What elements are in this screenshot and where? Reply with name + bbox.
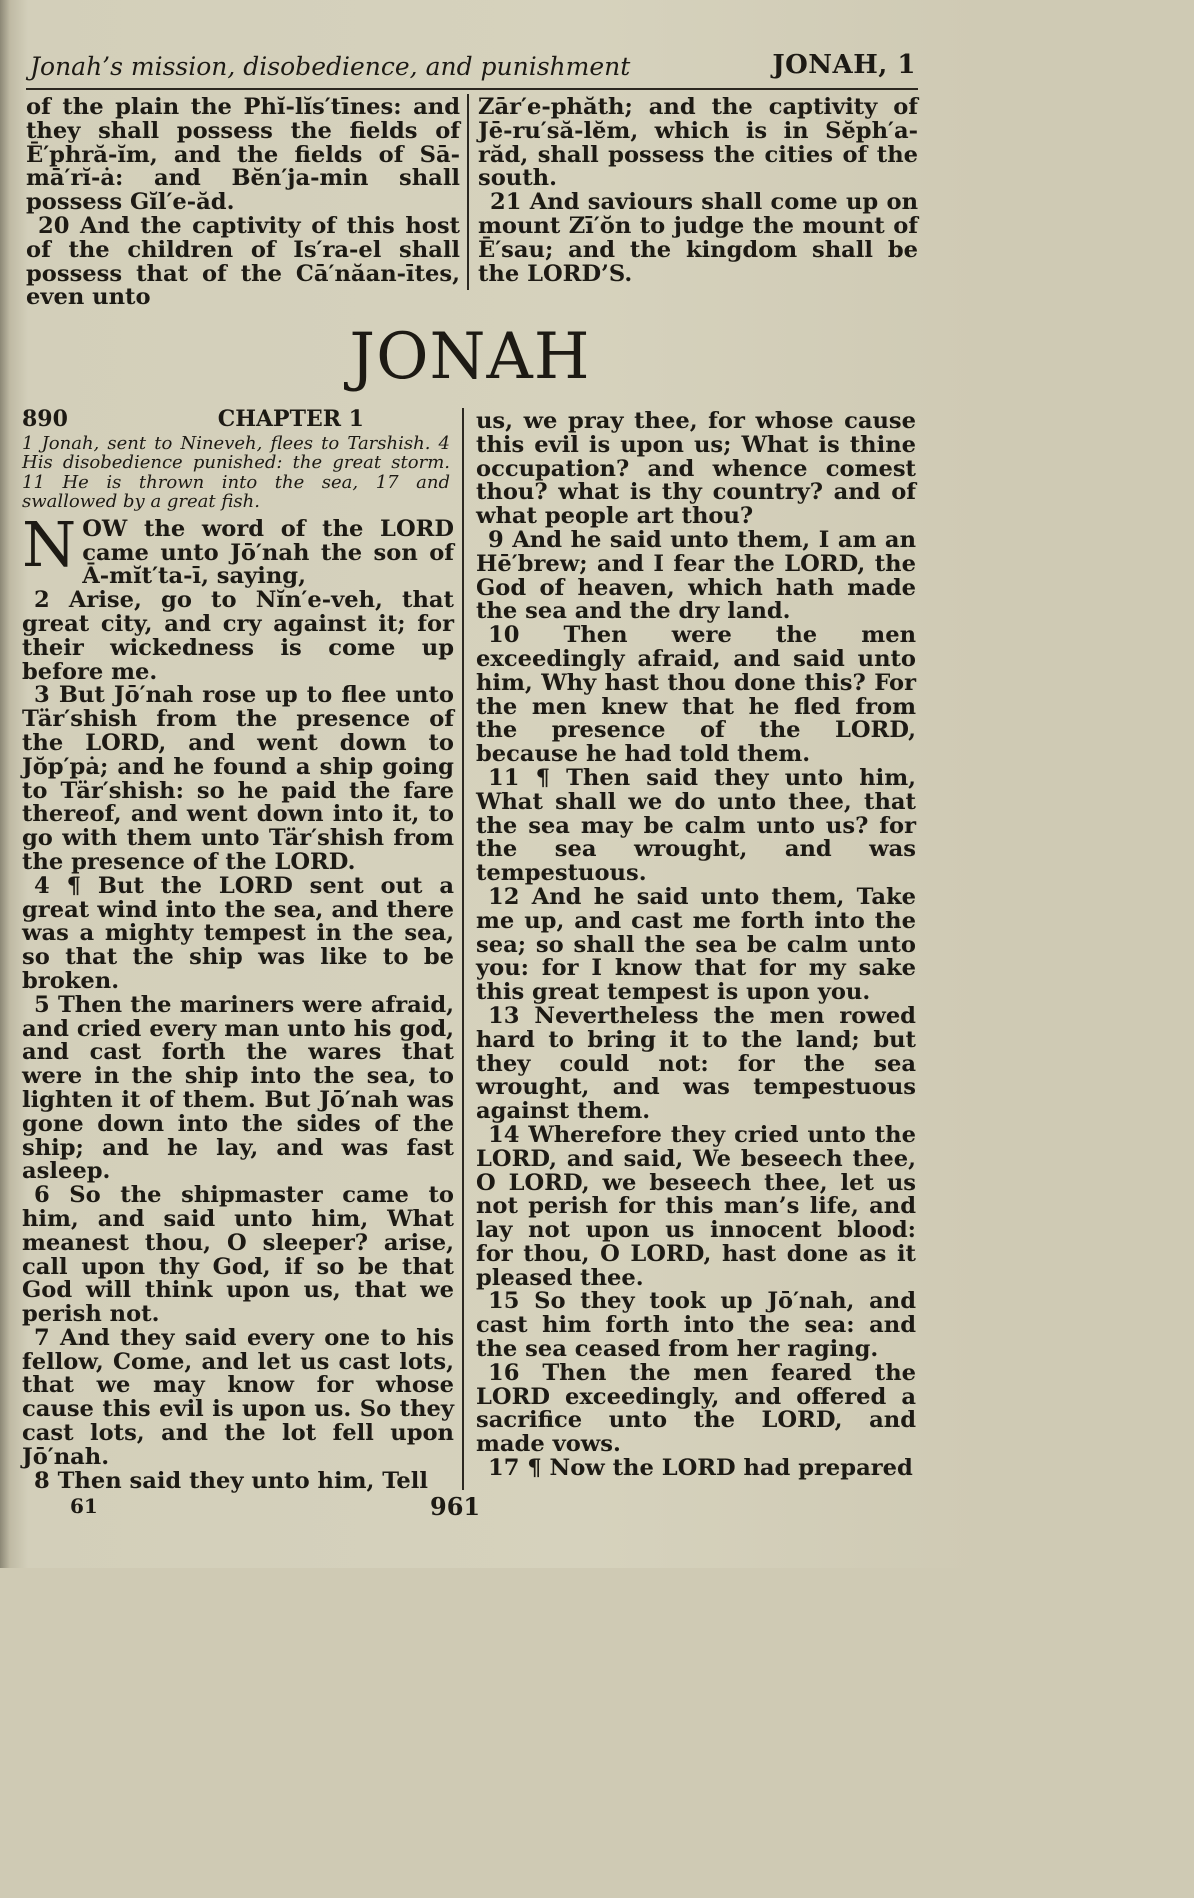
section-title: Jonah’s mission, disobedience, and punishment [30,52,631,81]
chapter-number-prefix: 890 [22,406,68,432]
verse-16: 16 Then the men feared the LORD exceedingly, and offered a sacrifice unto the LORD, and made vows. [476,1359,916,1458]
jonah-left-column [22,408,454,1493]
verse-11: 11 ¶ Then said they unto him, What shall we do unto thee, that the sea may be calm unto us? for the sea wrought, and was tempestuous. [476,764,916,887]
verse-8-start: 8 Then said they unto him, Tell [34,1467,428,1494]
page-number: 961 [430,1492,481,1521]
column-divider-main [462,408,464,1490]
verse-13: 13 Nevertheless the men rowed hard to bring it to the land; but they could not: for the sea wrought, and was tempestuous against them. [476,1002,916,1125]
drop-cap: N [22,507,77,581]
verse-9: 9 And he said unto them, I am an Hē′brew; and I fear the LORD, the God of heaven, which hath made the sea and the dry land. [476,526,916,625]
jonah-right-column [476,410,916,1481]
obadiah-verse-21: 21 And saviours shall come up on mount Zī′ŏn to judge the mount of Ē′sau; and the kingdom shall be the LORD’S. [478,189,918,287]
verse-3: 3 But Jō′nah rose up to flee unto Tär′shish from the presence of the LORD, and went down to Jŏp′pȧ; and he found a ship going to Tär′shish: so he paid the fare thereof, and went down into it, to go with them unto Tär′shish from the presence of the LORD. [22,682,454,875]
verse-17-start: 17 ¶ Now the LORD had prepared [488,1455,913,1482]
obadiah-verse-20-end: Zār′e-phăth; and the captivity of Jē-ru′să-lĕm, which is in Sĕph′a-răd, shall possess the cities of the south. [478,94,918,192]
book-title: JONAH [349,320,591,394]
obadiah-right-column [478,96,918,286]
verse-12: 12 And he said unto them, Take me up, and cast me forth into the sea; so shall the sea be calm unto you: for I know that for my sake this great tempest is upon you. [476,883,916,1006]
verse-14: 14 Wherefore they cried unto the LORD, and said, We beseech thee, O LORD, we beseech thee, let us not perish for this man’s life, and lay not upon us innocent blood: for thou, O LORD, hast done as it pleased thee. [476,1121,916,1291]
obadiah-verse-20: 20 And the captivity of this host of the children of Is′ra-el shall possess that of the Cā′năan-ītes, even unto [26,212,460,311]
chapter-summary: 1 Jonah, sent to Nineveh, flees to Tarshish. 4 His disobedience punished: the great storm. 11 He is thrown into the sea, 17 and swallowed by a great fish. [22,432,450,513]
verse-1: NOW the word of the LORD came unto Jō′nah the son of Ā-mĭt′ta-ī, saying, [22,507,454,590]
verse-15: 15 So they took up Jō′nah, and cast him forth into the sea: and the sea ceased from her raging. [476,1288,916,1363]
signature-mark: 61 [70,1494,98,1518]
chapter-label: CHAPTER 1 [217,406,364,432]
verse-10: 10 Then were the men exceedingly afraid, and said unto him, Why hast thou done this? For the men knew that he fled from the presence of the LORD, because he had told them. [476,622,916,768]
obadiah-verse-19-end: of the plain the Phĭ-lĭs′tīnes: and they shall possess the fields of Ē′phră-ĭm, and the fields of Sā-mā′rĭ-ȧ: and Bĕn′ja-min shall possess Gĭl′e-ăd. [26,94,460,216]
header-rule [26,88,918,90]
obadiah-left-column [26,96,460,310]
verse-6: 6 So the shipmaster came to him, and said unto him, What meanest thou, O sleeper? arise, call upon thy God, if so be that God will think upon us, that we perish not. [22,1182,454,1328]
verse-4: 4 ¶ But the LORD sent out a great wind into the sea, and there was a mighty tempest in the sea, so that the ship was like to be broken. [22,872,454,994]
verse-5: 5 Then the mariners were afraid, and cried every man unto his god, and cast forth the wares that were in the ship into the sea, to lighten it of them. But Jō′nah was gone down into the sides of the ship; and he lay, and was fast asleep. [22,991,454,1185]
column-divider-top [467,94,469,290]
verse-2: 2 Arise, go to Nĭn′e-veh, that great city, and cry against it; for their wickedness is come up before me. [22,587,454,685]
verse-8-cont: us, we pray thee, for whose cause this evil is upon us; What is thine occupation? and whence comest thou? what is thy country? and of what people art thou? [476,408,916,530]
running-head: JONAH, 1 [772,50,916,80]
chapter-heading [22,408,454,432]
verse-7: 7 And they said every one to his fellow, Come, and let us cast lots, that we may know for whose cause this evil is upon us. So they cast lots, and the lot fell upon Jō′nah. [22,1324,454,1470]
